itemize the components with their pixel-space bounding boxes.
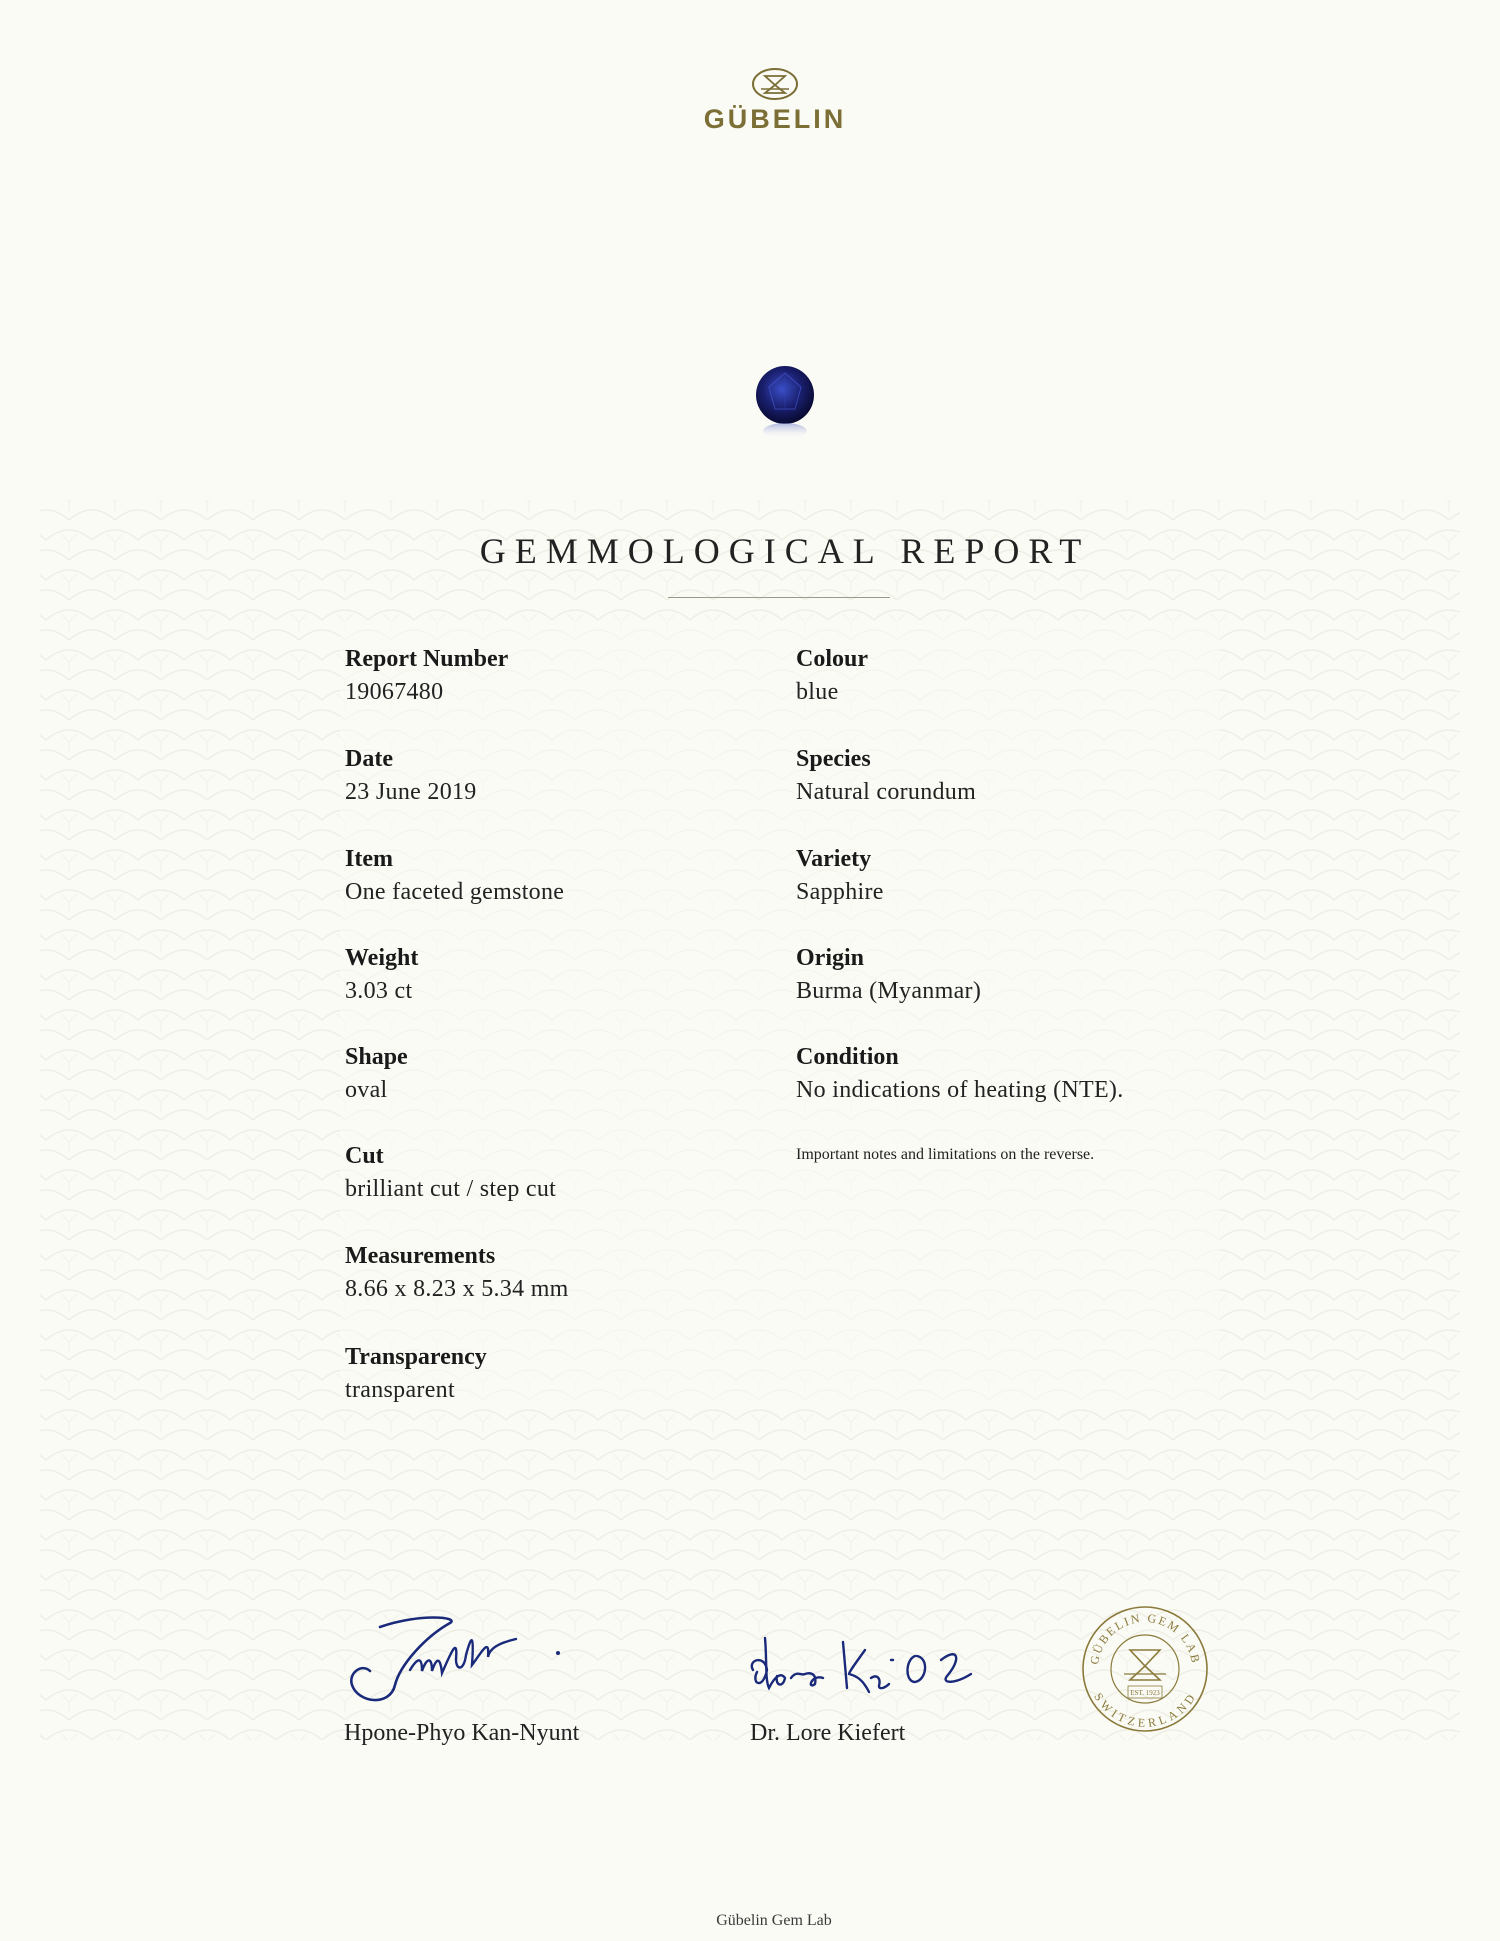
field-condition [796, 1043, 1124, 1105]
title-divider [668, 597, 890, 598]
field-value: No indications of heating (NTE). [796, 1077, 1124, 1103]
seal-bottom-text: SWITZERLAND [1091, 1690, 1199, 1730]
field-value: blue [796, 679, 839, 705]
svg-text:GÜBELIN GEM LAB [1087, 1611, 1203, 1666]
field-label: Origin [796, 945, 865, 971]
field-report-number [345, 645, 508, 707]
field-label: Cut [345, 1143, 384, 1169]
field-value: brilliant cut / step cut [345, 1176, 557, 1202]
field-label: Transparency [345, 1344, 487, 1370]
report-title: GEMMOLOGICAL REPORT [479, 531, 1091, 571]
field-species [796, 745, 976, 807]
field-label: Measurements [345, 1243, 496, 1269]
field-label: Item [345, 846, 393, 872]
signature-kan-nyunt [340, 1615, 580, 1710]
signatory-name: Dr. Lore Kiefert [750, 1720, 906, 1746]
field-value: 3.03 ct [345, 978, 413, 1004]
field-label: Colour [796, 646, 868, 672]
field-weight [345, 944, 418, 1006]
seal-est-text: EST. 1923 [1130, 1689, 1160, 1697]
field-cut [345, 1142, 556, 1204]
footer-lab-name: Gübelin Gem Lab [716, 1912, 832, 1929]
field-label: Date [345, 746, 393, 772]
field-value: Sapphire [796, 879, 884, 905]
field-date [345, 745, 477, 807]
field-transparency [345, 1343, 487, 1405]
sapphire-image [753, 365, 817, 445]
field-variety [796, 845, 884, 907]
field-value: Natural corundum [796, 779, 977, 805]
field-label: Condition [796, 1044, 899, 1070]
field-value: oval [345, 1077, 388, 1103]
field-label: Report Number [345, 646, 509, 672]
field-value: 8.66 x 8.23 x 5.34 mm [345, 1276, 569, 1302]
field-colour [796, 645, 868, 707]
field-label: Shape [345, 1044, 408, 1070]
field-value: Burma (Myanmar) [796, 978, 982, 1004]
field-origin [796, 944, 981, 1006]
field-label: Species [796, 746, 871, 772]
field-item [345, 845, 564, 907]
seal-top-text: GÜBELIN GEM LAB [1087, 1610, 1203, 1666]
field-value: 19067480 [345, 679, 444, 705]
signature-kiefert [745, 1630, 995, 1710]
gem-lab-seal-icon [1080, 1604, 1210, 1734]
field-label: Variety [796, 846, 872, 872]
field-value: One faceted gemstone [345, 879, 565, 905]
field-label: Weight [345, 945, 419, 971]
field-value: 23 June 2019 [345, 779, 477, 805]
brand-name: GÜBELIN [703, 104, 847, 134]
field-shape [345, 1043, 408, 1105]
limitations-note: Important notes and limitations on the reverse. [796, 1146, 1095, 1163]
gubelin-logo-icon [751, 66, 799, 102]
brand-header [0, 66, 1500, 135]
signatory-name: Hpone-Phyo Kan-Nyunt [344, 1720, 580, 1746]
field-value: transparent [345, 1377, 455, 1403]
field-measurements [345, 1242, 569, 1304]
